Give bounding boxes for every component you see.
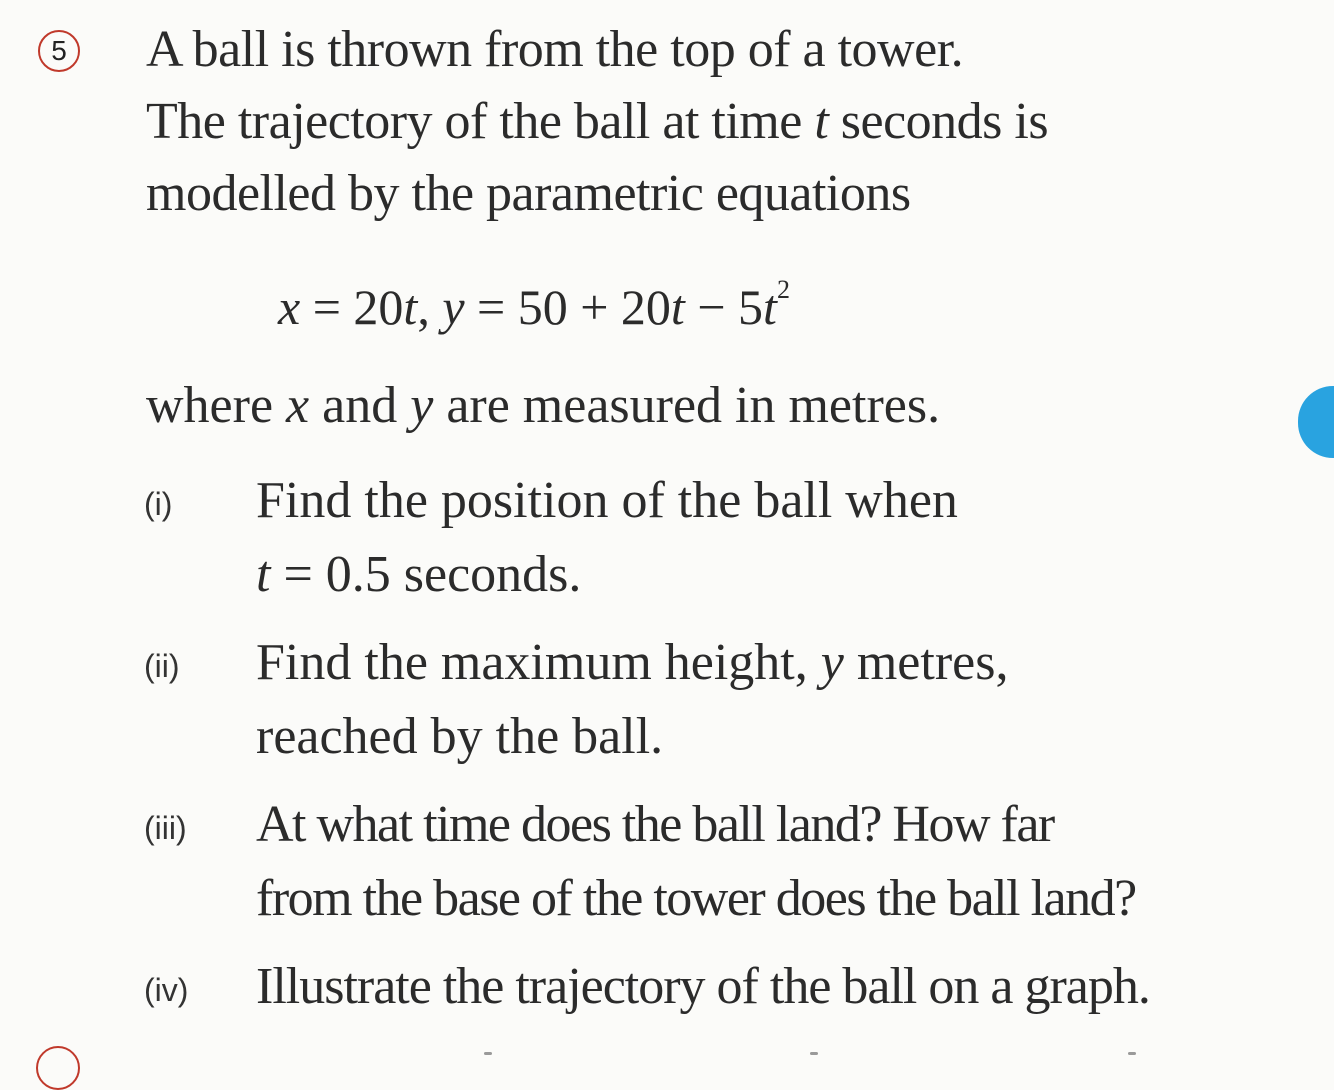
part-i-line-2-rest: = 0.5 seconds.	[270, 546, 582, 603]
eq-x-var: x	[278, 279, 301, 335]
where-post: are measured in metres.	[433, 377, 941, 434]
part-i-text	[256, 464, 958, 612]
eq-t-2: t	[670, 279, 685, 335]
eq-y-var: y	[442, 279, 465, 335]
part-iv-text	[256, 950, 1150, 1024]
eq-x-rhs: = 20	[300, 279, 404, 335]
next-question-number-badge	[36, 1046, 80, 1090]
part-iv-line-1: Illustrate the trajectory of the ball on a graph.	[256, 958, 1150, 1015]
part-ii-line-1-post: metres,	[843, 634, 1009, 691]
where-pre: where	[146, 377, 287, 434]
part-i-label: (i)	[144, 486, 173, 522]
eq-exponent: 2	[776, 275, 790, 304]
intro-line-2-end: seconds is	[840, 93, 1049, 150]
question-number-badge	[38, 30, 80, 72]
eq-minus-term: − 5	[684, 279, 764, 335]
where-mid: and	[309, 377, 411, 434]
part-ii-line-1	[256, 626, 1008, 700]
eq-t-3: t	[763, 279, 777, 335]
where-y: y	[410, 377, 434, 434]
intro-line-1: A ball is thrown from the top of a tower.	[146, 21, 964, 78]
parametric-equations	[278, 275, 790, 336]
part-iii-label: (iii)	[144, 810, 187, 846]
cut-off-text-fragment	[484, 1052, 492, 1055]
part-ii-line-2: reached by the ball.	[256, 708, 664, 765]
cut-off-text-fragment	[810, 1052, 818, 1055]
question-intro	[146, 14, 1266, 230]
eq-t-1: t	[403, 279, 418, 335]
part-iii-text	[256, 788, 1136, 936]
part-i-t-var: t	[256, 546, 271, 603]
part-iii-line-2: from the base of the tower does the ball land?	[256, 870, 1136, 927]
eq-y-rhs: = 50 + 20	[464, 279, 671, 335]
intro-time-variable: t	[814, 93, 829, 150]
intro-line-2-text: The trajectory of the ball at time	[146, 93, 802, 150]
question-number: 5	[51, 35, 67, 66]
part-i-line-1: Find the position of the ball when	[256, 472, 958, 529]
units-statement	[146, 376, 940, 435]
part-ii-y-var: y	[820, 634, 844, 691]
part-iii-line-1: At what time does the ball land? How far	[256, 796, 1054, 853]
intro-line-3: modelled by the parametric equations	[146, 165, 911, 222]
where-x: x	[286, 377, 310, 434]
intro-line-2	[146, 86, 1266, 158]
eq-separator: ,	[417, 279, 443, 335]
part-ii-label: (ii)	[144, 648, 180, 684]
part-iv-label: (iv)	[144, 972, 189, 1008]
part-ii-text	[256, 626, 1008, 774]
part-i-line-2	[256, 538, 958, 612]
part-ii-line-1-pre: Find the maximum height,	[256, 634, 821, 691]
cut-off-text-fragment	[1128, 1052, 1136, 1055]
